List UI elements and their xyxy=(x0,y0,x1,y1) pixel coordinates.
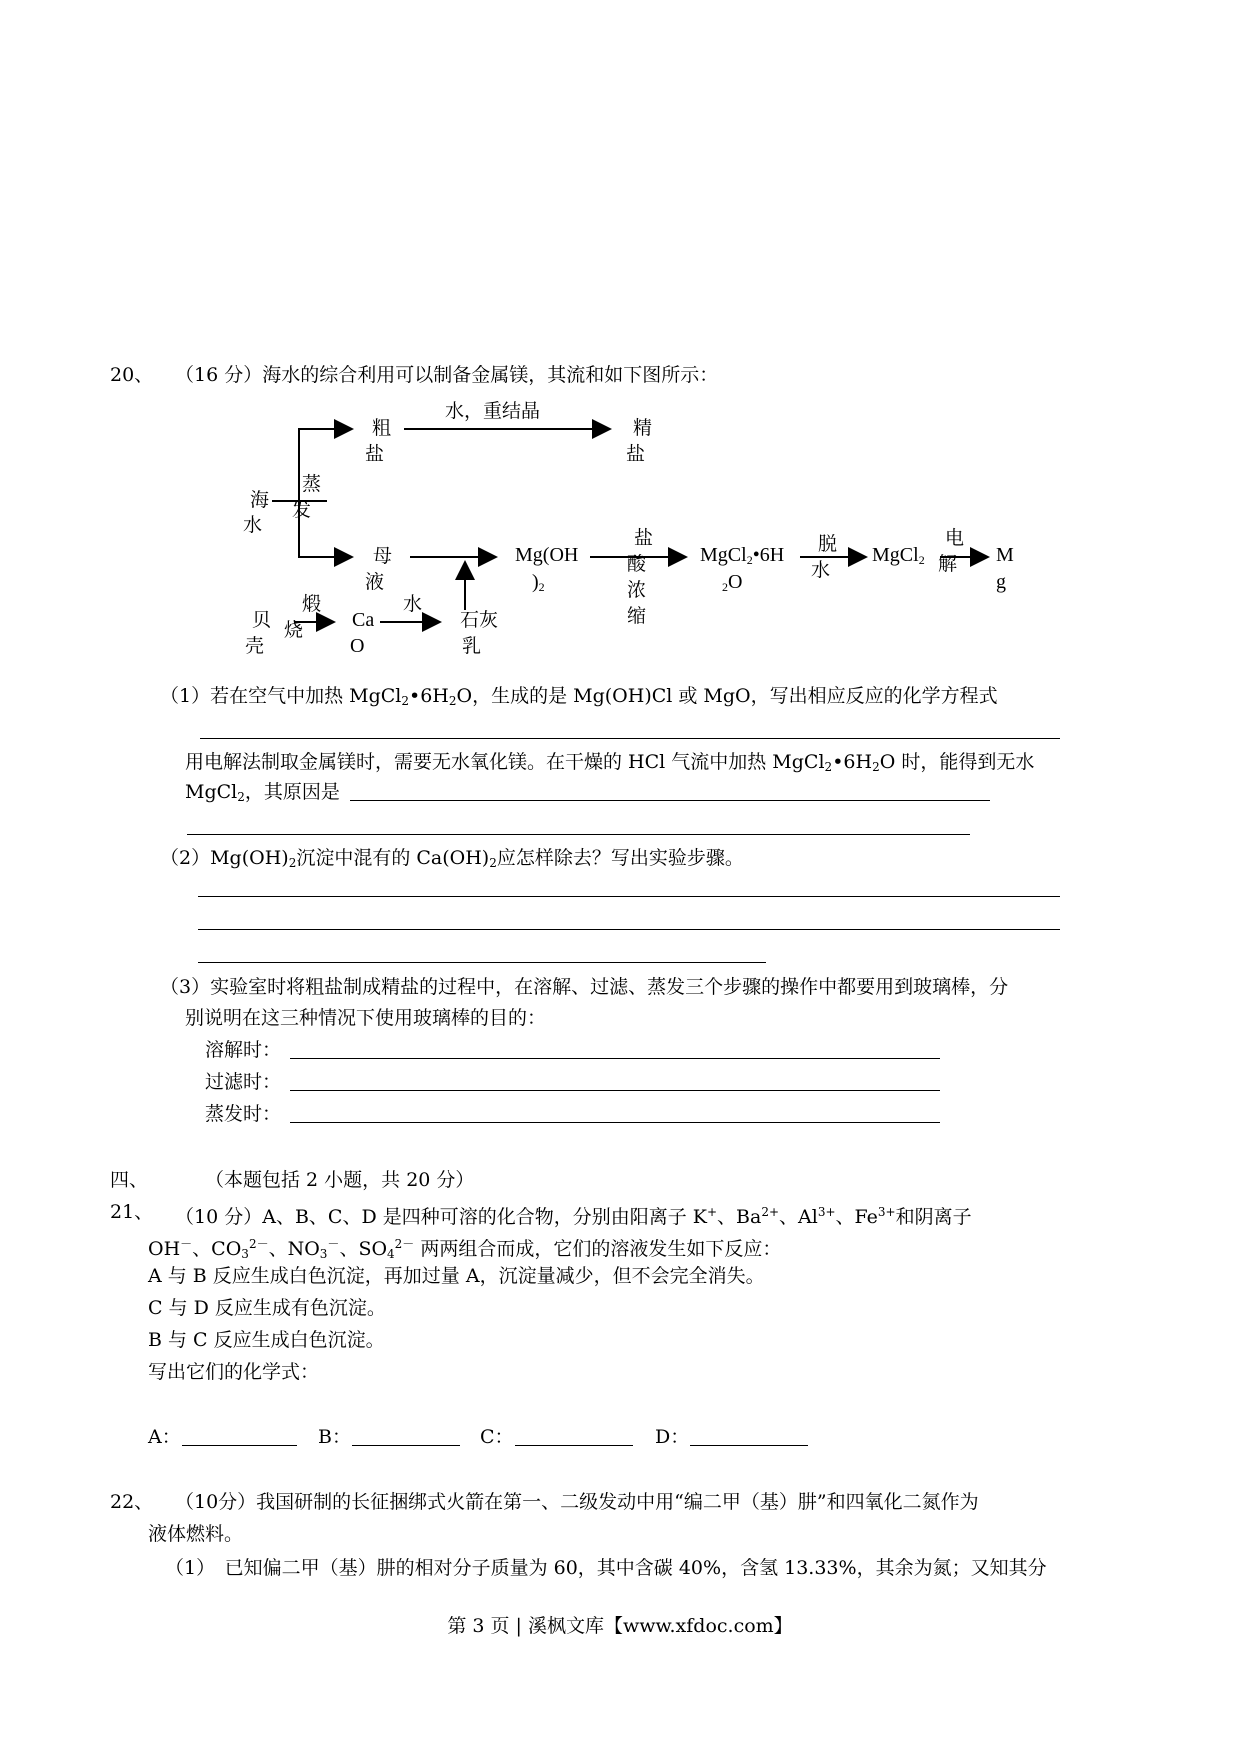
mother-liquor-label-1: 母 xyxy=(373,545,393,567)
fine-salt-label-2: 盐 xyxy=(626,443,646,465)
q21-line1: （10 分）A、B、C、D 是四种可溶的化合物，分别由阳离子 K+、$Ba^{2+}$、$Al^{3+}$、$Fe^{3+}$和阴离子 xyxy=(175,1205,972,1228)
question-number: 21、 xyxy=(110,1201,154,1223)
answer-line xyxy=(198,896,1060,897)
answer-line xyxy=(515,1445,633,1446)
hcl-label-2: 酸 xyxy=(627,553,647,575)
seawater-label-2: 水 xyxy=(243,514,263,536)
mg-label-1: M xyxy=(996,544,1014,566)
q21-reaction-1: A 与 B 反应生成白色沉淀，再加过量 A，沉淀量减少，但不会完全消失。 xyxy=(148,1265,765,1287)
lime-milk-label-1: 石灰 xyxy=(460,609,499,631)
q21-reaction-2: C 与 D 反应生成有色沉淀。 xyxy=(148,1297,386,1319)
q20-part3-text: （3）实验室时将粗盐制成精盐的过程中，在溶解、过滤、蒸发三个步骤的操作中都要用到玻璃棒，分 xyxy=(160,976,1009,998)
shell-label-1: 贝 xyxy=(252,609,272,631)
crude-salt-label-1: 粗 xyxy=(372,417,392,439)
q20-part3-text-2: 别说明在这三种情况下使用玻璃棒的目的： xyxy=(185,1007,547,1029)
answer-c-label: C： xyxy=(480,1426,514,1448)
seawater-label-1: 海 xyxy=(250,489,270,511)
q21-reaction-3: B 与 C 反应生成白色沉淀。 xyxy=(148,1329,385,1351)
section-text: （本题包括 2 小题，共 20 分） xyxy=(205,1169,475,1191)
answer-line xyxy=(290,1090,940,1091)
q20-part1-text-2: 用电解法制取金属镁时，需要无水氧化镁。在干燥的 HCl 气流中加热 $MgCl_2•6H_2O$ 时，能得到无水 xyxy=(185,751,1035,774)
answer-line xyxy=(352,1445,460,1446)
crude-salt-label-2: 盐 xyxy=(365,443,385,465)
q21-ask: 写出它们的化学式： xyxy=(148,1361,320,1383)
page-footer: 第 3 页 | 溪枫文库【www.xfdoc.com】 xyxy=(447,1615,793,1637)
q20-part1-text: （1）若在空气中加热 $MgCl_2•6H_2O$，生成的是 Mg(OH)Cl 或 MgO，写出相应反应的化学方程式 xyxy=(160,685,998,708)
evaporate-label-2: 发 xyxy=(292,499,312,521)
answer-line xyxy=(198,929,1060,930)
hcl-label-4: 缩 xyxy=(627,605,647,627)
fine-salt-label-1: 精 xyxy=(633,417,653,439)
q20-part1-text-3: MgCl$_2$，其原因是 xyxy=(185,781,340,804)
answer-line xyxy=(187,834,970,835)
hcl-label-1: 盐 xyxy=(634,527,654,549)
calcine-label-2: 烧 xyxy=(284,619,304,641)
answer-a-label: A： xyxy=(148,1426,181,1448)
answer-d-label: D： xyxy=(655,1426,690,1448)
answer-line xyxy=(182,1445,297,1446)
dehydrate-label-1: 脱 xyxy=(818,533,838,555)
mgcl2-label: MgCl$_2$ xyxy=(872,544,925,567)
answer-line xyxy=(350,800,990,801)
evaporate-label: 蒸发时： xyxy=(205,1103,282,1125)
answer-line xyxy=(290,1122,940,1123)
answer-b-label: B： xyxy=(318,1426,351,1448)
q22-line1: （10分）我国研制的长征捆绑式火箭在第一、二级发动中用“编二甲（基）肼”和四氧化二氮作为 xyxy=(175,1491,979,1513)
question-number: 20、 xyxy=(110,364,154,386)
section-number: 四、 xyxy=(110,1169,149,1191)
q21-line2: OH－、$CO_3^{2-}$、$NO_3^-$、$SO_4^{2-}$ 两两组合而成，它们的溶液发生如下反应： xyxy=(148,1237,782,1261)
mgoh2-label-2: )$_2$ xyxy=(532,571,545,594)
electrolysis-label-2: 解 xyxy=(938,553,958,575)
q22-line2: 液体燃料。 xyxy=(148,1523,244,1545)
answer-line xyxy=(290,1058,940,1059)
filter-label: 过滤时： xyxy=(205,1071,282,1093)
flow-arrows xyxy=(0,0,1240,700)
answer-line xyxy=(690,1445,808,1446)
hcl-label-3: 浓 xyxy=(627,579,647,601)
cao-label-1: Ca xyxy=(352,609,375,631)
dissolve-label: 溶解时： xyxy=(205,1039,282,1061)
mother-liquor-label-2: 液 xyxy=(365,571,385,593)
cao-label-2: O xyxy=(350,635,365,657)
answer-line xyxy=(198,962,766,963)
mgoh2-label-1: Mg(OH xyxy=(515,544,579,566)
mgcl2-6h2o-label-1: MgCl$_2$•6H xyxy=(700,544,785,567)
dehydrate-label-2: 水 xyxy=(811,559,831,581)
evaporate-label-1: 蒸 xyxy=(302,473,322,495)
question-number: 22、 xyxy=(110,1491,154,1513)
recrystallize-label: 水，重结晶 xyxy=(445,400,541,422)
calcine-label-1: 煅 xyxy=(302,593,322,615)
shell-label-2: 壳 xyxy=(245,635,265,657)
electrolysis-label-1: 电 xyxy=(945,527,965,549)
mgcl2-6h2o-label-2: $_2$O xyxy=(722,571,743,594)
q22-line3: （1） 已知偏二甲（基）肼的相对分子质量为 60，其中含碳 40%，含氢 13.33%，其余为氮；又知其分 xyxy=(165,1557,1047,1579)
mg-label-2: g xyxy=(996,571,1006,593)
question-text: （16 分）海水的综合利用可以制备金属镁，其流和如下图所示： xyxy=(175,364,719,386)
q20-part2-text: $(2)Mg(OH)_2$沉淀中混有的 $Ca(OH)_2$应怎样除去？写出实验步骤。 xyxy=(160,847,744,870)
lime-milk-label-2: 乳 xyxy=(462,635,482,657)
answer-line xyxy=(200,738,1060,739)
water-label: 水 xyxy=(403,593,423,615)
